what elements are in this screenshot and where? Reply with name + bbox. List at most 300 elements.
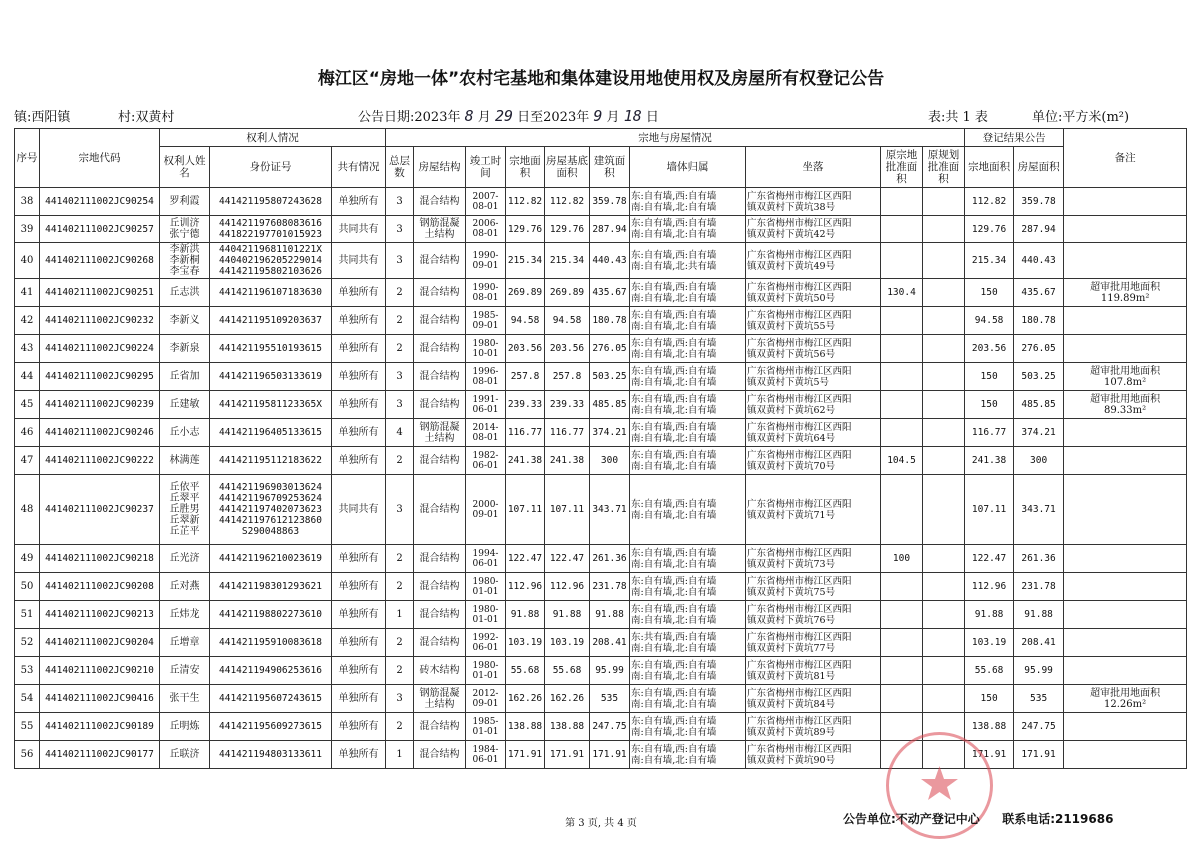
row-code: 441402111002JC90213 bbox=[40, 601, 160, 629]
row-base-area: 215.34 bbox=[545, 243, 590, 279]
row-location: 广东省梅州市梅江区西阳 镇双黄村下黄坑76号 bbox=[746, 601, 881, 629]
row-result-land: 112.96 bbox=[965, 573, 1014, 601]
row-location: 广东省梅州市梅江区西阳 镇双黄村下黄坑71号 bbox=[746, 475, 881, 545]
row-floors: 2 bbox=[386, 573, 414, 601]
row-structure: 混合结构 bbox=[414, 741, 466, 769]
row-name: 丘明炼 bbox=[160, 713, 210, 741]
row-date: 2012-09-01 bbox=[466, 685, 506, 713]
row-floors: 2 bbox=[386, 279, 414, 307]
row-share: 单独所有 bbox=[332, 629, 386, 657]
start-month: 8 bbox=[464, 107, 474, 125]
row-orig-approved bbox=[881, 573, 923, 601]
row-result-house: 300 bbox=[1014, 447, 1064, 475]
row-result-land: 171.91 bbox=[965, 741, 1014, 769]
row-floors: 3 bbox=[386, 391, 414, 419]
row-name: 李新泉 bbox=[160, 335, 210, 363]
row-base-area: 94.58 bbox=[545, 307, 590, 335]
row-orig-approved bbox=[881, 475, 923, 545]
row-orig-approved bbox=[881, 629, 923, 657]
row-floors: 2 bbox=[386, 713, 414, 741]
row-result-house: 247.75 bbox=[1014, 713, 1064, 741]
row-code: 441402111002JC90222 bbox=[40, 447, 160, 475]
row-floors: 2 bbox=[386, 545, 414, 573]
row-build-area: 247.75 bbox=[590, 713, 630, 741]
row-remark bbox=[1064, 243, 1187, 279]
table-row bbox=[15, 685, 1187, 713]
row-seq: 51 bbox=[15, 601, 40, 629]
row-date: 1982-06-01 bbox=[466, 447, 506, 475]
header-res-house: 房屋面积 bbox=[1014, 147, 1064, 188]
row-build-area: 171.91 bbox=[590, 741, 630, 769]
row-code: 441402111002JC90224 bbox=[40, 335, 160, 363]
row-build-area: 95.99 bbox=[590, 657, 630, 685]
table-row bbox=[15, 601, 1187, 629]
row-name: 林满莲 bbox=[160, 447, 210, 475]
row-remark: 超审批用地面积 107.8m² bbox=[1064, 363, 1187, 391]
row-id: 441421198301293621 bbox=[210, 573, 332, 601]
row-result-house: 535 bbox=[1014, 685, 1064, 713]
row-id: 441421196107183630 bbox=[210, 279, 332, 307]
row-code: 441402111002JC90246 bbox=[40, 419, 160, 447]
row-orig-plan bbox=[923, 601, 965, 629]
row-orig-approved bbox=[881, 216, 923, 243]
row-wall: 东:自有墙,西:自有墙 南:自有墙,北:自有墙 bbox=[630, 307, 746, 335]
row-orig-plan bbox=[923, 216, 965, 243]
row-floors: 2 bbox=[386, 307, 414, 335]
row-seq: 49 bbox=[15, 545, 40, 573]
row-share: 共同共有 bbox=[332, 475, 386, 545]
row-share: 单独所有 bbox=[332, 188, 386, 216]
row-remark bbox=[1064, 545, 1187, 573]
row-remark: 超审批用地面积 89.33m² bbox=[1064, 391, 1187, 419]
table-row bbox=[15, 335, 1187, 363]
row-wall: 东:自有墙,西:自有墙 南:自有墙,北:自有墙 bbox=[630, 391, 746, 419]
row-share: 共同共有 bbox=[332, 216, 386, 243]
row-land-area: 257.8 bbox=[506, 363, 545, 391]
row-id: 441421195510193615 bbox=[210, 335, 332, 363]
row-build-area: 231.78 bbox=[590, 573, 630, 601]
row-code: 441402111002JC90189 bbox=[40, 713, 160, 741]
seal-star bbox=[921, 766, 958, 800]
row-id: 44042119681101221X 440402196205229014 441421195802103626 bbox=[210, 243, 332, 279]
row-date: 1980-01-01 bbox=[466, 573, 506, 601]
row-land-area: 91.88 bbox=[506, 601, 545, 629]
table-row bbox=[15, 657, 1187, 685]
row-wall: 东:自有墙,西:自有墙 南:自有墙,北:自有墙 bbox=[630, 216, 746, 243]
row-date: 1990-09-01 bbox=[466, 243, 506, 279]
row-floors: 4 bbox=[386, 419, 414, 447]
row-id: 441421195807243628 bbox=[210, 188, 332, 216]
row-build-area: 276.05 bbox=[590, 335, 630, 363]
row-date: 1985-09-01 bbox=[466, 307, 506, 335]
row-name: 张干生 bbox=[160, 685, 210, 713]
unit-label: 单位:平方米(m²) bbox=[1032, 110, 1130, 125]
row-code: 441402111002JC90254 bbox=[40, 188, 160, 216]
row-land-area: 103.19 bbox=[506, 629, 545, 657]
row-date: 2007-08-01 bbox=[466, 188, 506, 216]
table-row bbox=[15, 713, 1187, 741]
row-result-house: 208.41 bbox=[1014, 629, 1064, 657]
town-label: 镇:西阳镇 bbox=[14, 110, 71, 125]
row-result-land: 107.11 bbox=[965, 475, 1014, 545]
row-name: 丘依平 丘翠平 丘胜男 丘翠新 丘芷平 bbox=[160, 475, 210, 545]
header-build-area: 建筑面积 bbox=[590, 147, 630, 188]
row-land-area: 269.89 bbox=[506, 279, 545, 307]
row-build-area: 261.36 bbox=[590, 545, 630, 573]
row-orig-approved bbox=[881, 335, 923, 363]
row-code: 441402111002JC90218 bbox=[40, 545, 160, 573]
row-build-area: 440.43 bbox=[590, 243, 630, 279]
issuer-label: 公告单位:不动产登记中心 bbox=[843, 812, 980, 826]
row-location: 广东省梅州市梅江区西阳 镇双黄村下黄坑55号 bbox=[746, 307, 881, 335]
row-name: 丘志洪 bbox=[160, 279, 210, 307]
row-name: 丘小志 bbox=[160, 419, 210, 447]
row-location: 广东省梅州市梅江区西阳 镇双黄村下黄坑75号 bbox=[746, 573, 881, 601]
announcement-date bbox=[358, 106, 659, 125]
table-row bbox=[15, 391, 1187, 419]
row-structure: 混合结构 bbox=[414, 629, 466, 657]
row-floors: 3 bbox=[386, 216, 414, 243]
row-code: 441402111002JC90257 bbox=[40, 216, 160, 243]
row-date: 2014-08-01 bbox=[466, 419, 506, 447]
table-row bbox=[15, 363, 1187, 391]
row-wall: 东:自有墙,西:自有墙 南:自有墙,北:自有墙 bbox=[630, 573, 746, 601]
row-wall: 东:自有墙,西:自有墙 南:自有墙,北:自有墙 bbox=[630, 475, 746, 545]
row-floors: 3 bbox=[386, 243, 414, 279]
row-floors: 2 bbox=[386, 335, 414, 363]
row-structure: 混合结构 bbox=[414, 545, 466, 573]
row-remark: 超审批用地面积 12.26m² bbox=[1064, 685, 1187, 713]
row-orig-approved bbox=[881, 391, 923, 419]
row-build-area: 485.85 bbox=[590, 391, 630, 419]
row-result-land: 103.19 bbox=[965, 629, 1014, 657]
row-orig-plan bbox=[923, 629, 965, 657]
row-land-area: 116.77 bbox=[506, 419, 545, 447]
row-result-land: 241.38 bbox=[965, 447, 1014, 475]
row-remark bbox=[1064, 475, 1187, 545]
row-name: 李新义 bbox=[160, 307, 210, 335]
header-code: 宗地代码 bbox=[40, 129, 160, 188]
row-result-land: 94.58 bbox=[965, 307, 1014, 335]
row-wall: 东:自有墙,西:自有墙 南:自有墙,北:自有墙 bbox=[630, 335, 746, 363]
row-wall: 东:自有墙,西:自有墙 南:自有墙,北:自有墙 bbox=[630, 363, 746, 391]
row-land-area: 241.38 bbox=[506, 447, 545, 475]
row-base-area: 129.76 bbox=[545, 216, 590, 243]
row-structure: 混合结构 bbox=[414, 601, 466, 629]
row-build-area: 180.78 bbox=[590, 307, 630, 335]
row-share: 单独所有 bbox=[332, 601, 386, 629]
row-code: 441402111002JC90237 bbox=[40, 475, 160, 545]
row-share: 单独所有 bbox=[332, 363, 386, 391]
row-orig-plan bbox=[923, 657, 965, 685]
row-remark bbox=[1064, 419, 1187, 447]
header-id: 身份证号 bbox=[210, 147, 332, 188]
row-code: 441402111002JC90239 bbox=[40, 391, 160, 419]
row-land-area: 94.58 bbox=[506, 307, 545, 335]
table-count: 表:共 1 表 bbox=[928, 110, 988, 125]
row-seq: 38 bbox=[15, 188, 40, 216]
row-base-area: 162.26 bbox=[545, 685, 590, 713]
row-share: 单独所有 bbox=[332, 307, 386, 335]
row-orig-plan bbox=[923, 188, 965, 216]
row-id: 441421195910083618 bbox=[210, 629, 332, 657]
row-result-land: 116.77 bbox=[965, 419, 1014, 447]
row-orig-approved bbox=[881, 307, 923, 335]
row-result-land: 150 bbox=[965, 363, 1014, 391]
row-result-house: 287.94 bbox=[1014, 216, 1064, 243]
row-base-area: 112.82 bbox=[545, 188, 590, 216]
row-id: 441421194803133611 bbox=[210, 741, 332, 769]
table-row bbox=[15, 447, 1187, 475]
row-id: 441421196903013624 441421196709253624 441421197402073623 441421197612123860 S290048863 bbox=[210, 475, 332, 545]
row-base-area: 239.33 bbox=[545, 391, 590, 419]
row-result-house: 343.71 bbox=[1014, 475, 1064, 545]
row-structure: 混合结构 bbox=[414, 279, 466, 307]
row-seq: 44 bbox=[15, 363, 40, 391]
row-location: 广东省梅州市梅江区西阳 镇双黄村下黄坑42号 bbox=[746, 216, 881, 243]
row-build-area: 91.88 bbox=[590, 601, 630, 629]
header-location: 坐落 bbox=[746, 147, 881, 188]
row-location: 广东省梅州市梅江区西阳 镇双黄村下黄坑73号 bbox=[746, 545, 881, 573]
row-result-land: 112.82 bbox=[965, 188, 1014, 216]
row-build-area: 300 bbox=[590, 447, 630, 475]
header-share: 共有情况 bbox=[332, 147, 386, 188]
row-location: 广东省梅州市梅江区西阳 镇双黄村下黄坑38号 bbox=[746, 188, 881, 216]
row-result-house: 95.99 bbox=[1014, 657, 1064, 685]
row-orig-plan bbox=[923, 279, 965, 307]
row-orig-approved bbox=[881, 243, 923, 279]
row-wall: 东:自有墙,西:自有墙 南:自有墙,北:自有墙 bbox=[630, 741, 746, 769]
row-orig-approved bbox=[881, 601, 923, 629]
row-name: 丘炜龙 bbox=[160, 601, 210, 629]
row-id: 441421197608083616 441822197701015923 bbox=[210, 216, 332, 243]
header-orig-plan: 原规划批准面积 bbox=[923, 147, 965, 188]
row-base-area: 55.68 bbox=[545, 657, 590, 685]
row-seq: 48 bbox=[15, 475, 40, 545]
header-name: 权利人姓名 bbox=[160, 147, 210, 188]
header-orig-approved: 原宗地批准面积 bbox=[881, 147, 923, 188]
row-orig-plan bbox=[923, 419, 965, 447]
row-location: 广东省梅州市梅江区西阳 镇双黄村下黄坑89号 bbox=[746, 713, 881, 741]
row-floors: 3 bbox=[386, 363, 414, 391]
row-share: 单独所有 bbox=[332, 685, 386, 713]
row-orig-plan bbox=[923, 307, 965, 335]
row-name: 罗利霞 bbox=[160, 188, 210, 216]
row-share: 共同共有 bbox=[332, 243, 386, 279]
table-row bbox=[15, 307, 1187, 335]
row-build-area: 287.94 bbox=[590, 216, 630, 243]
row-build-area: 359.78 bbox=[590, 188, 630, 216]
row-structure: 砖木结构 bbox=[414, 657, 466, 685]
row-build-area: 503.25 bbox=[590, 363, 630, 391]
row-result-land: 150 bbox=[965, 391, 1014, 419]
row-orig-approved bbox=[881, 188, 923, 216]
header-remark: 备注 bbox=[1064, 129, 1187, 188]
footer-issuer bbox=[843, 810, 1113, 827]
row-build-area: 343.71 bbox=[590, 475, 630, 545]
row-remark bbox=[1064, 629, 1187, 657]
row-orig-plan bbox=[923, 545, 965, 573]
row-share: 单独所有 bbox=[332, 741, 386, 769]
row-orig-approved bbox=[881, 657, 923, 685]
row-remark bbox=[1064, 741, 1187, 769]
row-date: 1980-01-01 bbox=[466, 601, 506, 629]
row-result-house: 180.78 bbox=[1014, 307, 1064, 335]
row-floors: 2 bbox=[386, 657, 414, 685]
row-orig-plan bbox=[923, 447, 965, 475]
row-id: 441421195109203637 bbox=[210, 307, 332, 335]
row-wall: 东:自有墙,西:自有墙 南:自有墙,北:自有墙 bbox=[630, 419, 746, 447]
page-number: 第 3 页, 共 4 页 bbox=[565, 818, 637, 829]
row-result-land: 150 bbox=[965, 685, 1014, 713]
row-code: 441402111002JC90204 bbox=[40, 629, 160, 657]
row-land-area: 122.47 bbox=[506, 545, 545, 573]
row-id: 441421195607243615 bbox=[210, 685, 332, 713]
row-result-house: 171.91 bbox=[1014, 741, 1064, 769]
row-date: 2006-08-01 bbox=[466, 216, 506, 243]
row-floors: 1 bbox=[386, 741, 414, 769]
row-seq: 39 bbox=[15, 216, 40, 243]
row-share: 单独所有 bbox=[332, 391, 386, 419]
row-location: 广东省梅州市梅江区西阳 镇双黄村下黄坑84号 bbox=[746, 685, 881, 713]
header-completion: 竣工时间 bbox=[466, 147, 506, 188]
row-remark bbox=[1064, 573, 1187, 601]
row-date: 1992-06-01 bbox=[466, 629, 506, 657]
header-group-rights: 权利人情况 bbox=[160, 129, 386, 147]
row-orig-plan bbox=[923, 391, 965, 419]
row-id: 441421196210023619 bbox=[210, 545, 332, 573]
row-location: 广东省梅州市梅江区西阳 镇双黄村下黄坑62号 bbox=[746, 391, 881, 419]
row-remark bbox=[1064, 188, 1187, 216]
row-orig-approved: 104.5 bbox=[881, 447, 923, 475]
row-remark bbox=[1064, 713, 1187, 741]
row-share: 单独所有 bbox=[332, 573, 386, 601]
row-orig-plan bbox=[923, 335, 965, 363]
row-base-area: 241.38 bbox=[545, 447, 590, 475]
row-result-land: 91.88 bbox=[965, 601, 1014, 629]
row-structure: 混合结构 bbox=[414, 475, 466, 545]
row-share: 单独所有 bbox=[332, 419, 386, 447]
page-title: 梅江区“房地一体”农村宅基地和集体建设用地使用权及房屋所有权登记公告 bbox=[317, 69, 885, 89]
table-row bbox=[15, 475, 1187, 545]
village-label: 村:双黄村 bbox=[118, 110, 175, 125]
row-orig-approved bbox=[881, 685, 923, 713]
row-wall: 东:自有墙,西:自有墙 南:自有墙,北:自有墙 bbox=[630, 685, 746, 713]
header-base-area: 房屋基底面积 bbox=[545, 147, 590, 188]
table-row bbox=[15, 573, 1187, 601]
row-floors: 2 bbox=[386, 447, 414, 475]
row-base-area: 107.11 bbox=[545, 475, 590, 545]
row-code: 441402111002JC90416 bbox=[40, 685, 160, 713]
row-seq: 52 bbox=[15, 629, 40, 657]
end-month: 9 bbox=[593, 107, 603, 125]
row-land-area: 162.26 bbox=[506, 685, 545, 713]
date-mid: 日至2023年 bbox=[517, 110, 590, 125]
row-result-land: 55.68 bbox=[965, 657, 1014, 685]
row-share: 单独所有 bbox=[332, 545, 386, 573]
header-group-result: 登记结果公告 bbox=[965, 129, 1064, 147]
row-date: 1980-01-01 bbox=[466, 657, 506, 685]
row-result-house: 485.85 bbox=[1014, 391, 1064, 419]
row-wall: 东:共有墙,西:自有墙 南:自有墙,北:自有墙 bbox=[630, 629, 746, 657]
row-location: 广东省梅州市梅江区西阳 镇双黄村下黄坑56号 bbox=[746, 335, 881, 363]
row-code: 441402111002JC90177 bbox=[40, 741, 160, 769]
row-base-area: 91.88 bbox=[545, 601, 590, 629]
row-share: 单独所有 bbox=[332, 335, 386, 363]
row-date: 1996-08-01 bbox=[466, 363, 506, 391]
row-result-house: 374.21 bbox=[1014, 419, 1064, 447]
header-seq: 序号 bbox=[15, 129, 40, 188]
row-code: 441402111002JC90208 bbox=[40, 573, 160, 601]
row-build-area: 435.67 bbox=[590, 279, 630, 307]
table-row bbox=[15, 243, 1187, 279]
row-structure: 混合结构 bbox=[414, 307, 466, 335]
row-orig-approved: 100 bbox=[881, 545, 923, 573]
row-land-area: 107.11 bbox=[506, 475, 545, 545]
row-land-area: 112.82 bbox=[506, 188, 545, 216]
row-name: 丘对燕 bbox=[160, 573, 210, 601]
table-row bbox=[15, 188, 1187, 216]
row-seq: 55 bbox=[15, 713, 40, 741]
row-code: 441402111002JC90268 bbox=[40, 243, 160, 279]
row-base-area: 112.96 bbox=[545, 573, 590, 601]
row-land-area: 55.68 bbox=[506, 657, 545, 685]
row-seq: 43 bbox=[15, 335, 40, 363]
table-row bbox=[15, 216, 1187, 243]
row-orig-plan bbox=[923, 685, 965, 713]
row-name: 丘联济 bbox=[160, 741, 210, 769]
row-result-land: 138.88 bbox=[965, 713, 1014, 741]
row-wall: 东:自有墙,西:自有墙 南:自有墙,北:自有墙 bbox=[630, 713, 746, 741]
row-build-area: 208.41 bbox=[590, 629, 630, 657]
row-structure: 混合结构 bbox=[414, 447, 466, 475]
row-structure: 钢筋混凝 土结构 bbox=[414, 216, 466, 243]
row-land-area: 112.96 bbox=[506, 573, 545, 601]
row-share: 单独所有 bbox=[332, 447, 386, 475]
row-remark bbox=[1064, 335, 1187, 363]
table-body bbox=[15, 188, 1187, 769]
table-row bbox=[15, 279, 1187, 307]
row-floors: 2 bbox=[386, 629, 414, 657]
row-location: 广东省梅州市梅江区西阳 镇双黄村下黄坑77号 bbox=[746, 629, 881, 657]
row-base-area: 203.56 bbox=[545, 335, 590, 363]
header-land-area: 宗地面积 bbox=[506, 147, 545, 188]
row-share: 单独所有 bbox=[332, 657, 386, 685]
row-floors: 3 bbox=[386, 475, 414, 545]
row-name: 李新洪 李新桐 李宝春 bbox=[160, 243, 210, 279]
row-base-area: 257.8 bbox=[545, 363, 590, 391]
row-id: 441421198802273610 bbox=[210, 601, 332, 629]
row-base-area: 103.19 bbox=[545, 629, 590, 657]
row-seq: 53 bbox=[15, 657, 40, 685]
row-structure: 混合结构 bbox=[414, 713, 466, 741]
row-land-area: 171.91 bbox=[506, 741, 545, 769]
row-date: 1994-06-01 bbox=[466, 545, 506, 573]
row-remark bbox=[1064, 307, 1187, 335]
row-date: 1985-01-01 bbox=[466, 713, 506, 741]
row-base-area: 269.89 bbox=[545, 279, 590, 307]
row-result-house: 435.67 bbox=[1014, 279, 1064, 307]
row-structure: 钢筋混凝 土结构 bbox=[414, 685, 466, 713]
row-wall: 东:自有墙,西:自有墙 南:自有墙,北:自有墙 bbox=[630, 279, 746, 307]
row-date: 1991-06-01 bbox=[466, 391, 506, 419]
row-id: 441421196503133619 bbox=[210, 363, 332, 391]
row-name: 丘光济 bbox=[160, 545, 210, 573]
row-structure: 混合结构 bbox=[414, 391, 466, 419]
row-code: 441402111002JC90251 bbox=[40, 279, 160, 307]
row-result-land: 150 bbox=[965, 279, 1014, 307]
row-seq: 40 bbox=[15, 243, 40, 279]
